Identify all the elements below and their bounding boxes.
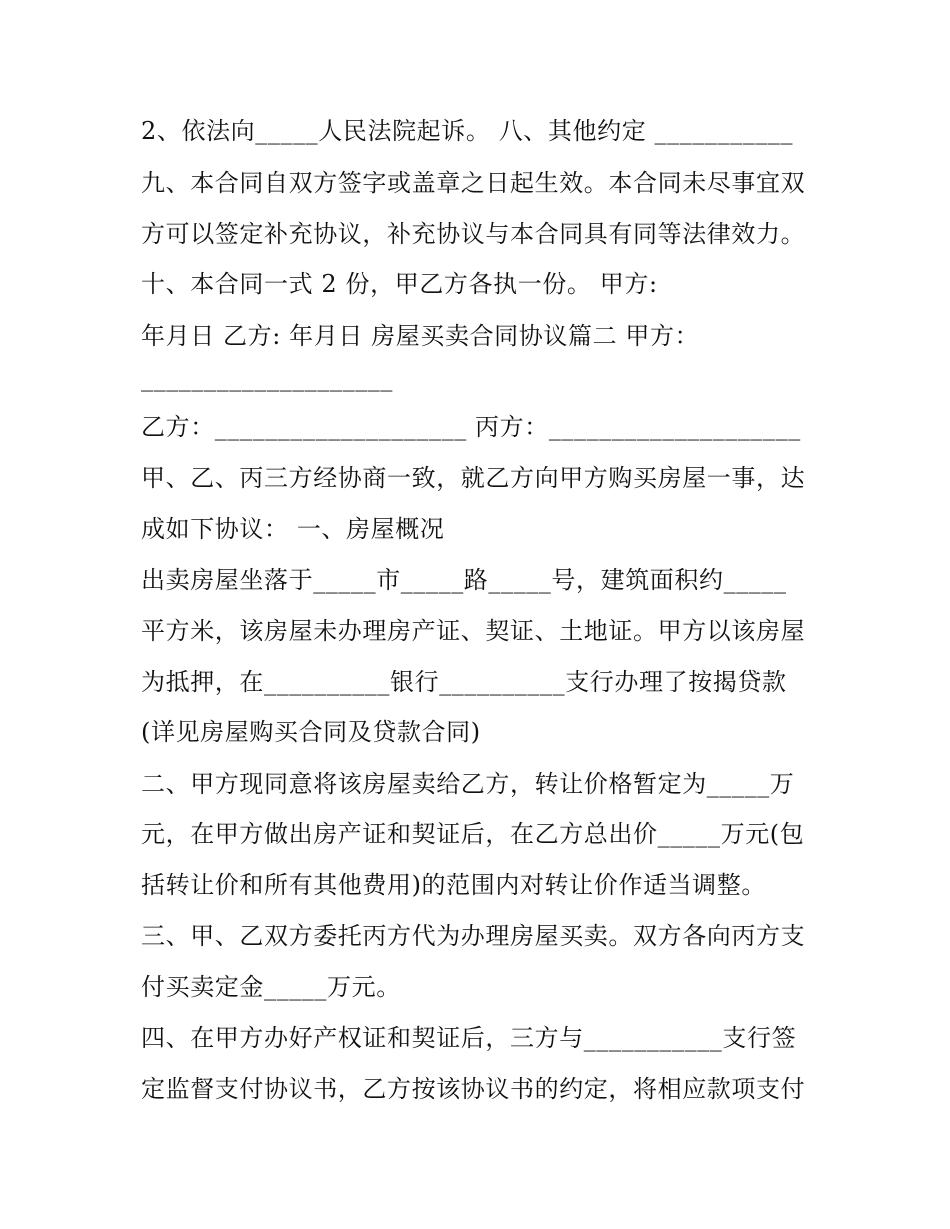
- text-line: 2、依法向_____人民法院起诉。 八、其他约定 ___________: [141, 117, 794, 145]
- text-line: 四、在甲方办好产权证和契证后，三方与___________支行签: [141, 1024, 797, 1052]
- text-line: 二、甲方现同意将该房屋卖给乙方，转让价格暂定为_____万: [141, 770, 795, 798]
- text-line: 甲、乙、丙三方经协商一致，就乙方向甲方购买房屋一事，达: [141, 464, 806, 492]
- text-line: 三、甲、乙双方委托丙方代为办理房屋买卖。双方各向丙方支: [141, 922, 806, 950]
- text-line: 成如下协议： 一、房屋概况: [141, 515, 445, 543]
- text-line: 付买卖定金_____万元。: [141, 973, 401, 1001]
- text-line: 元，在甲方做出房产证和契证后，在乙方总出价_____万元(包: [141, 820, 805, 848]
- text-line: 九、本合同自双方签字或盖章之日起生效。本合同未尽事宜双: [141, 169, 806, 197]
- text-line: (详见房屋购买合同及贷款合同): [141, 718, 481, 746]
- signature-blank-line: ____________________: [141, 364, 393, 392]
- text-line: 出卖房屋坐落于_____市_____路_____号，建筑面积约_____: [141, 566, 787, 594]
- text-line: 定监督支付协议书，乙方按该协议书的约定，将相应款项支付: [141, 1075, 806, 1103]
- text-line: 年月日 乙方: 年月日 房屋买卖合同协议篇二 甲方：: [141, 322, 700, 350]
- text-line: 乙方：____________________ 丙方：____________________: [141, 413, 801, 441]
- text-line: 方可以签定补充协议，补充协议与本合同具有同等法律效力。: [141, 220, 806, 248]
- text-line: 括转让价和所有其他费用)的范围内对转让价作适当调整。: [141, 871, 766, 899]
- text-line: 十、本合同一式 2 份，甲乙方各执一份。 甲方:: [141, 270, 658, 298]
- text-line: 平方米，该房屋未办理房产证、契证、土地证。甲方以该房屋: [141, 617, 806, 645]
- text-line: 为抵押，在__________银行__________支行办理了按揭贷款: [141, 668, 787, 696]
